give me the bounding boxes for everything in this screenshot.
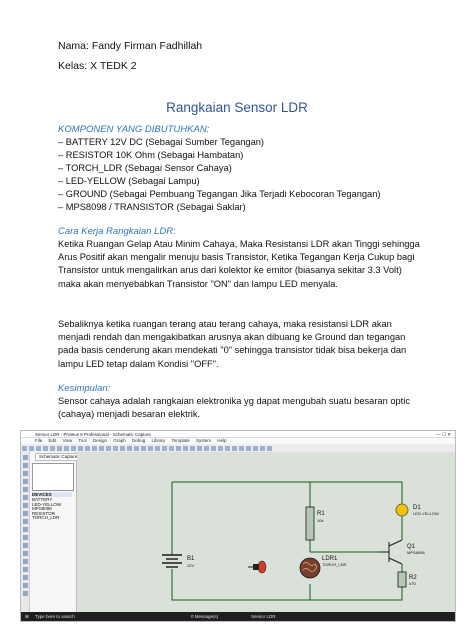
device-item[interactable]: RESISTOR xyxy=(32,510,55,516)
toolbar-icon[interactable] xyxy=(162,446,167,451)
start-icon[interactable]: ⊞ xyxy=(25,614,29,619)
ldr-sensor xyxy=(300,558,320,578)
r1-ref: R1 xyxy=(317,511,325,517)
menu-edit[interactable]: Edit xyxy=(48,438,57,443)
status-file: Sensor LDR xyxy=(251,614,276,619)
toolbar-icon[interactable] xyxy=(211,446,216,451)
mode-toolbar xyxy=(21,452,30,612)
toolbar-icon[interactable] xyxy=(134,446,139,451)
toolbar-icon[interactable] xyxy=(99,446,104,451)
list-item: – GROUND (Sebagai Pembuang Tegangan Jika Terjadi Kebocoran Tegangan) xyxy=(58,189,381,199)
list-item: – TORCH_LDR (Sebagai Sensor Cahaya) xyxy=(58,163,232,173)
toolbar-icon[interactable] xyxy=(50,446,55,451)
conclusion-paragraph: Sensor cahaya adalah rangkaian elektronika yg dapat mengubah suatu besaran optic (cahaya) menjadi besaran elektrik. xyxy=(58,396,410,420)
toolbar-icon[interactable] xyxy=(113,446,118,451)
toolbar-icon[interactable] xyxy=(78,446,83,451)
toolbar-icon[interactable] xyxy=(148,446,153,451)
tool-icon[interactable] xyxy=(23,551,28,556)
resistor-r2 xyxy=(398,572,406,587)
components-heading: KOMPONEN YANG DIBUTUHKAN: xyxy=(58,124,210,135)
toolbar-icon[interactable] xyxy=(232,446,237,451)
toolbar-icon[interactable] xyxy=(218,446,223,451)
tool-icon[interactable] xyxy=(23,471,28,476)
toolbar-icon[interactable] xyxy=(246,446,251,451)
list-item: – BATTERY 12V DC (Sebagai Sumber Tegangan) xyxy=(58,137,265,147)
r1-value: 10k xyxy=(317,518,324,523)
toolbar-icon[interactable] xyxy=(57,446,62,451)
status-messages: 0 Message(s) xyxy=(191,614,219,619)
toolbar-icon[interactable] xyxy=(253,446,258,451)
toolbar-icon[interactable] xyxy=(183,446,188,451)
toolbar-icon[interactable] xyxy=(190,446,195,451)
resistor-r1 xyxy=(306,507,314,540)
list-item: – RESISTOR 10K Ohm (Sebagai Hambatan) xyxy=(58,150,244,160)
search-box[interactable]: Type here to search xyxy=(35,614,75,619)
menu-library[interactable]: Library xyxy=(151,438,166,443)
toolbar-icon[interactable] xyxy=(120,446,125,451)
tool-icon[interactable] xyxy=(23,479,28,484)
components-list xyxy=(58,136,381,214)
d1-value: LED-YELLOW xyxy=(413,511,439,516)
toolbar-icon[interactable] xyxy=(127,446,132,451)
toolbar-icon[interactable] xyxy=(155,446,160,451)
schematic-diagram xyxy=(77,452,455,612)
ldr-ref: LDR1 xyxy=(322,556,338,562)
q1-value: MPS8098 xyxy=(407,550,425,555)
battery-ref: B1 xyxy=(187,556,195,562)
led-d1 xyxy=(396,504,408,516)
toolbar-icon[interactable] xyxy=(204,446,209,451)
how-it-works-paragraph-2: Sebaliknya ketika ruangan terang atau terang cahaya, maka resistansi LDR akan menjadi rendah dan mengakibatkan arusnya akan dibuang ke Ground dan tegangan pada basis cenderung akan mendekati "0" sehingga transistor tidak bisa bekerja dan lampu LED tetap dalam Kondisi "OFF". xyxy=(58,319,407,369)
d1-ref: D1 xyxy=(413,505,421,511)
tool-icon[interactable] xyxy=(23,519,28,524)
tool-icon[interactable] xyxy=(23,511,28,516)
list-item: – MPS8098 / TRANSISTOR (Sebagai Saklar) xyxy=(58,202,246,212)
toolbar-icon[interactable] xyxy=(64,446,69,451)
tool-icon[interactable] xyxy=(23,495,28,500)
menu-help[interactable]: Help xyxy=(217,438,227,443)
tool-icon[interactable] xyxy=(23,583,28,588)
toolbar-icon[interactable] xyxy=(176,446,181,451)
list-item: – LED-YELLOW (Sebagai Lampu) xyxy=(58,176,200,186)
device-panel xyxy=(30,452,77,612)
menu-file[interactable]: File xyxy=(35,438,43,443)
toolbar-icon[interactable] xyxy=(239,446,244,451)
toolbar-icon[interactable] xyxy=(36,446,41,451)
how-it-works-heading: Cara Kerja Rangkaian LDR: xyxy=(58,226,176,237)
window-title: Sensor LDR - Proteus 8 Professional - Schematic Capture xyxy=(35,432,152,437)
devices-header: DEVICES xyxy=(32,492,72,497)
device-item[interactable]: TORCH_LDR xyxy=(32,515,60,521)
tool-icon[interactable] xyxy=(23,591,28,596)
tool-icon[interactable] xyxy=(23,487,28,492)
tool-icon[interactable] xyxy=(23,567,28,572)
window-titlebar xyxy=(21,431,455,438)
menu-debug[interactable]: Debug xyxy=(132,438,146,443)
menu-tool[interactable]: Tool xyxy=(78,438,87,443)
toolbar-icon[interactable] xyxy=(71,446,76,451)
how-it-works-paragraph-1: Ketika Ruangan Gelap Atau Minim Cahaya, Maka Resistansi LDR akan Tinggi sehingga Arus Positif akan mengalir menuju basis Transistor, Ketika Tegangan Kerja Cukup bagi Transistor untuk mengalirkan arus dari kolektor ke emitor (biasanya sekitar 3.3 Volt) maka akan menyebabkan Transistor "ON" dan lampu LED menyala. xyxy=(58,239,420,289)
tool-icon[interactable] xyxy=(23,543,28,548)
tool-icon[interactable] xyxy=(23,575,28,580)
menu-design[interactable]: Design xyxy=(92,438,107,443)
tool-icon[interactable] xyxy=(23,455,28,460)
tool-icon[interactable] xyxy=(23,535,28,540)
page-title: Rangkaian Sensor LDR xyxy=(166,100,308,115)
menu-template[interactable]: Template xyxy=(171,438,190,443)
student-name: Nama: Fandy Firman Fadhillah xyxy=(58,40,203,52)
toolbar-icon[interactable] xyxy=(141,446,146,451)
device-list xyxy=(32,498,72,521)
toolbar-icon[interactable] xyxy=(169,446,174,451)
r2-value: 470 xyxy=(409,581,416,586)
q1-ref: Q1 xyxy=(407,544,416,550)
toolbar-icon[interactable] xyxy=(197,446,202,451)
device-item[interactable]: LED-YELLOW xyxy=(32,501,62,507)
conclusion-heading: Kesimpulan: xyxy=(58,383,111,394)
tool-icon[interactable] xyxy=(23,503,28,508)
tool-icon[interactable] xyxy=(23,463,28,468)
toolbar-icon[interactable] xyxy=(29,446,34,451)
tab-schematic-capture[interactable]: Schematic Capture xyxy=(35,453,81,461)
toolbar-icon[interactable] xyxy=(92,446,97,451)
toolbar-icon[interactable] xyxy=(22,446,27,451)
proteus-screenshot xyxy=(20,430,456,622)
device-item[interactable]: MPS8098 xyxy=(32,506,52,512)
toolbar-icon[interactable] xyxy=(267,446,272,451)
taskbar xyxy=(21,612,455,621)
tool-icon[interactable] xyxy=(23,527,28,532)
device-item[interactable]: BATTERY xyxy=(32,497,53,502)
toolbar-icon[interactable] xyxy=(225,446,230,451)
menu-graph[interactable]: Graph xyxy=(113,438,126,443)
overview-preview[interactable] xyxy=(32,463,74,491)
toolbar-icon[interactable] xyxy=(85,446,90,451)
toolbar-icon[interactable] xyxy=(106,446,111,451)
toolbar-icon[interactable] xyxy=(260,446,265,451)
menu-view[interactable]: View xyxy=(62,438,73,443)
r2-ref: R2 xyxy=(409,575,417,581)
ldr-value: TORCH_LDR xyxy=(322,562,347,567)
student-class: Kelas: X TEDK 2 xyxy=(58,60,137,72)
window-controls-icon[interactable]: — ☐ ✕ xyxy=(436,432,451,437)
battery-value: 12V xyxy=(187,563,195,568)
toolbar-icon[interactable] xyxy=(43,446,48,451)
tool-icon[interactable] xyxy=(23,559,28,564)
schematic-canvas[interactable] xyxy=(77,452,455,612)
menu-system[interactable]: System xyxy=(196,438,212,443)
